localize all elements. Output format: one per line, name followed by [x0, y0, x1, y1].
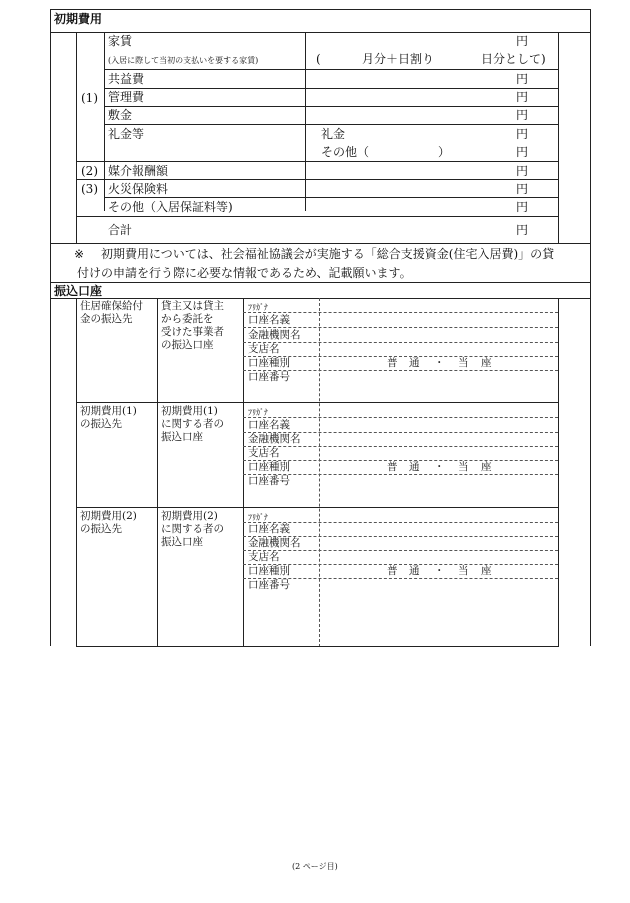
- section-3-desc-line-2: に関する者の: [161, 523, 224, 535]
- rent-note: (入居に際して当初の支払いを要する家賃): [108, 56, 259, 65]
- type-separator: ・: [434, 565, 445, 577]
- section-3-desc-line-1: 初期費用(2): [161, 510, 218, 522]
- other-guarantee-yen: 円: [516, 200, 529, 214]
- item-number-1: (1): [81, 91, 98, 105]
- futsu-1: 普: [387, 565, 398, 577]
- section-3-desc-line-3: 振込口座: [161, 536, 203, 548]
- common-fee-yen: 円: [516, 72, 529, 86]
- futsu-1: 普: [387, 357, 398, 369]
- note-line-2: 付けの申請を行う際に必要な情報であるため、記載願います。: [77, 266, 412, 280]
- futsu-2: 通: [409, 565, 420, 577]
- key-money-etc-label: 礼金等: [108, 127, 145, 141]
- type-separator: ・: [434, 357, 445, 369]
- account-type-label: 口座種別: [248, 565, 290, 577]
- furigana-label: ﾌﾘｶﾞﾅ: [248, 408, 268, 417]
- account-name-label: 口座名義: [248, 523, 290, 535]
- initial-costs-header: 初期費用: [54, 12, 103, 26]
- futsu-1: 普: [387, 461, 398, 473]
- rent-calc-months: 月分＋日割り: [362, 52, 435, 66]
- note-line-1: 初期費用については、社会福祉協議会が実施する「総合支援資金(住宅入居費)」の貸: [101, 247, 555, 261]
- furigana-label: ﾌﾘｶﾞﾅ: [248, 513, 268, 522]
- brokerage-fee-yen: 円: [516, 164, 529, 178]
- page-number: (2 ページ目): [292, 862, 338, 871]
- futsu-2: 通: [409, 461, 420, 473]
- account-number-label: 口座番号: [248, 579, 290, 591]
- toza-2: 座: [481, 565, 492, 577]
- section-1-desc-line-4: の振込口座: [161, 339, 214, 351]
- section-1-desc-line-1: 貸主又は貸主: [161, 300, 224, 312]
- rent-calc-days: 日分として): [481, 52, 546, 66]
- rent-label: 家賃: [108, 34, 133, 48]
- section-1-desc-line-3: 受けた事業者: [161, 326, 224, 338]
- account-number-label: 口座番号: [248, 475, 290, 487]
- deposit-yen: 円: [516, 108, 529, 122]
- deposit-label: 敷金: [108, 108, 133, 122]
- bank-name-label: 金融機関名: [248, 537, 301, 549]
- section-1-title-line-2: 金の振込先: [80, 313, 133, 325]
- other-yen: 円: [516, 145, 529, 159]
- section-3-title-line-1: 初期費用(2): [80, 510, 137, 522]
- furigana-label: ﾌﾘｶﾞﾅ: [248, 303, 268, 312]
- branch-label: 支店名: [248, 343, 280, 355]
- section-2-desc-line-2: に関する者の: [161, 418, 224, 430]
- branch-label: 支店名: [248, 447, 280, 459]
- item-number-3: (3): [81, 182, 98, 196]
- total-yen: 円: [516, 223, 529, 237]
- key-money-yen: 円: [516, 127, 529, 141]
- bank-transfer-header: 振込口座: [54, 284, 103, 298]
- fire-insurance-yen: 円: [516, 182, 529, 196]
- toza-2: 座: [481, 461, 492, 473]
- management-fee-label: 管理費: [108, 90, 145, 104]
- other-close: ）: [438, 145, 451, 159]
- note-mark: ※: [74, 247, 85, 261]
- account-type-label: 口座種別: [248, 461, 290, 473]
- fire-insurance-label: 火災保険料: [108, 182, 169, 196]
- item-number-2: (2): [81, 164, 98, 178]
- toza-1: 当: [458, 461, 469, 473]
- common-fee-label: 共益費: [108, 72, 145, 86]
- section-2-desc-line-3: 振込口座: [161, 431, 203, 443]
- key-money-label: 礼金: [321, 127, 346, 141]
- account-name-label: 口座名義: [248, 314, 290, 326]
- section-1-title-line-1: 住居確保給付: [80, 300, 143, 312]
- toza-1: 当: [458, 357, 469, 369]
- futsu-2: 通: [409, 357, 420, 369]
- section-2-title-line-1: 初期費用(1): [80, 405, 137, 417]
- section-2-title-line-2: の振込先: [80, 418, 122, 430]
- other-guarantee-label: その他（入居保証料等): [108, 200, 233, 214]
- toza-1: 当: [458, 565, 469, 577]
- branch-label: 支店名: [248, 551, 280, 563]
- total-label: 合計: [108, 223, 133, 237]
- rent-calc-open: (: [316, 52, 321, 66]
- type-separator: ・: [434, 461, 445, 473]
- toza-2: 座: [481, 357, 492, 369]
- section-3-title-line-2: の振込先: [80, 523, 122, 535]
- section-1-desc-line-2: から委託を: [161, 313, 214, 325]
- bank-name-label: 金融機関名: [248, 329, 301, 341]
- rent-yen: 円: [516, 34, 529, 48]
- brokerage-fee-label: 媒介報酬額: [108, 164, 169, 178]
- account-name-label: 口座名義: [248, 419, 290, 431]
- section-2-desc-line-1: 初期費用(1): [161, 405, 218, 417]
- bank-name-label: 金融機関名: [248, 433, 301, 445]
- other-label: その他（: [321, 145, 370, 159]
- account-number-label: 口座番号: [248, 371, 290, 383]
- management-fee-yen: 円: [516, 90, 529, 104]
- account-type-label: 口座種別: [248, 357, 290, 369]
